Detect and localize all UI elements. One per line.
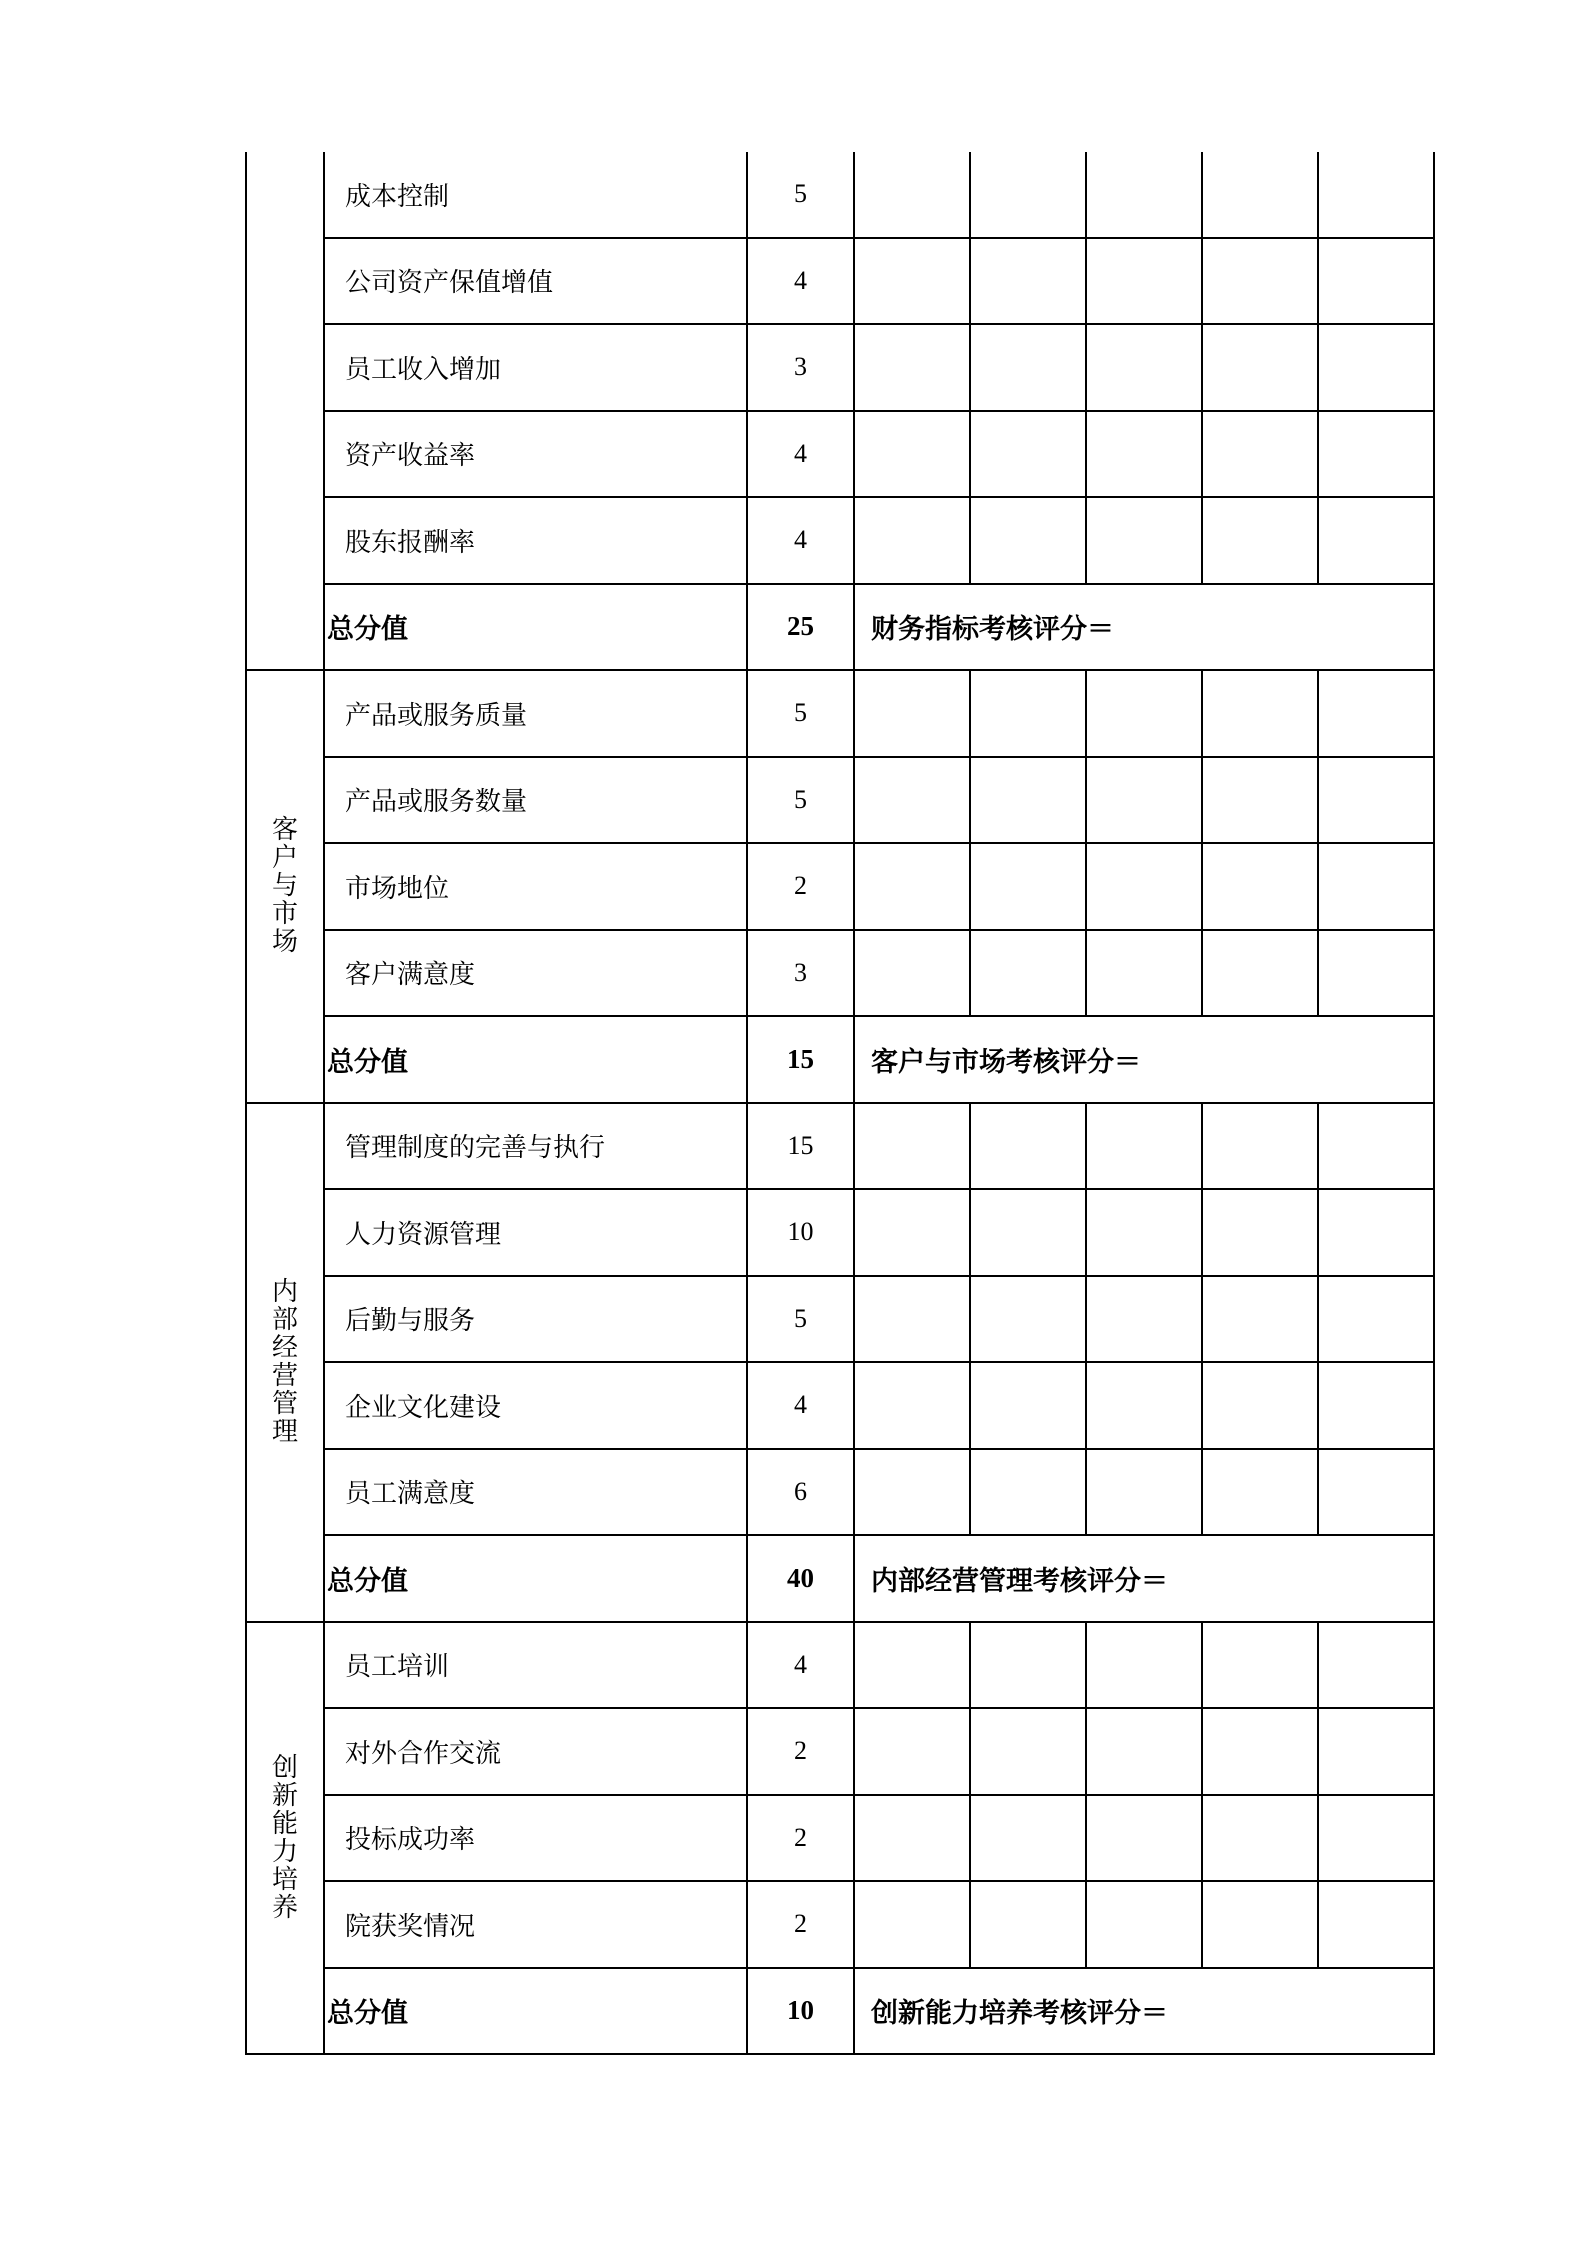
score-entry-cell[interactable] bbox=[1202, 1708, 1318, 1795]
score-entry-cell[interactable] bbox=[1202, 152, 1318, 238]
score-entry-cell[interactable] bbox=[854, 1103, 970, 1190]
score-entry-cell[interactable] bbox=[1086, 1362, 1202, 1449]
score-entry-cell[interactable] bbox=[970, 1189, 1086, 1276]
score-entry-cell[interactable] bbox=[1318, 1189, 1434, 1276]
score-entry-cell[interactable] bbox=[970, 1449, 1086, 1536]
table-row bbox=[246, 1189, 1434, 1276]
score-entry-cell[interactable] bbox=[854, 1362, 970, 1449]
total-row bbox=[246, 1968, 1434, 2055]
table-row bbox=[246, 1276, 1434, 1363]
score-entry-cell[interactable] bbox=[1202, 324, 1318, 411]
table-row bbox=[246, 238, 1434, 325]
score-entry-cell[interactable] bbox=[1318, 1362, 1434, 1449]
score-entry-cell[interactable] bbox=[1202, 1103, 1318, 1190]
item-name: 成本控制 bbox=[324, 152, 747, 238]
score-entry-cell[interactable] bbox=[1202, 1362, 1318, 1449]
score-entry-cell[interactable] bbox=[970, 324, 1086, 411]
table-row bbox=[246, 1622, 1434, 1709]
total-label: 总分值 bbox=[324, 584, 747, 671]
score-entry-cell[interactable] bbox=[1318, 1708, 1434, 1795]
score-entry-cell[interactable] bbox=[1086, 843, 1202, 930]
score-entry-cell[interactable] bbox=[854, 1189, 970, 1276]
score-entry-cell[interactable] bbox=[1202, 1189, 1318, 1276]
score-entry-cell[interactable] bbox=[854, 497, 970, 584]
score-entry-cell[interactable] bbox=[854, 324, 970, 411]
score-entry-cell[interactable] bbox=[970, 843, 1086, 930]
item-name: 市场地位 bbox=[324, 843, 747, 930]
score-entry-cell[interactable] bbox=[1318, 497, 1434, 584]
category-label: 内部经营管理 bbox=[271, 1277, 298, 1447]
table-row bbox=[246, 411, 1434, 498]
score-entry-cell[interactable] bbox=[970, 411, 1086, 498]
assessment-score-table bbox=[245, 152, 1435, 2055]
table-row bbox=[246, 497, 1434, 584]
category-cell bbox=[246, 670, 324, 1103]
score-entry-cell[interactable] bbox=[1086, 930, 1202, 1017]
item-name: 院获奖情况 bbox=[324, 1881, 747, 1968]
score-entry-cell[interactable] bbox=[854, 1881, 970, 1968]
item-score: 5 bbox=[747, 152, 854, 238]
total-row bbox=[246, 1016, 1434, 1103]
item-name: 股东报酬率 bbox=[324, 497, 747, 584]
score-entry-cell[interactable] bbox=[1202, 1795, 1318, 1882]
section-score-summary[interactable]: 客户与市场考核评分＝ bbox=[854, 1016, 1434, 1103]
item-score: 3 bbox=[747, 324, 854, 411]
score-entry-cell[interactable] bbox=[854, 1795, 970, 1882]
table-row bbox=[246, 1708, 1434, 1795]
item-name: 员工培训 bbox=[324, 1622, 747, 1709]
item-name: 客户满意度 bbox=[324, 930, 747, 1017]
score-entry-cell[interactable] bbox=[854, 152, 970, 238]
score-entry-cell[interactable] bbox=[854, 411, 970, 498]
category-cell bbox=[246, 1622, 324, 2055]
score-entry-cell[interactable] bbox=[854, 238, 970, 325]
score-entry-cell[interactable] bbox=[970, 1795, 1086, 1882]
score-entry-cell[interactable] bbox=[1318, 324, 1434, 411]
total-score: 15 bbox=[747, 1016, 854, 1103]
score-entry-cell[interactable] bbox=[1202, 1881, 1318, 1968]
score-entry-cell[interactable] bbox=[1086, 238, 1202, 325]
table-row bbox=[246, 930, 1434, 1017]
score-entry-cell[interactable] bbox=[1318, 1622, 1434, 1709]
score-entry-cell[interactable] bbox=[854, 1449, 970, 1536]
score-entry-cell[interactable] bbox=[1202, 843, 1318, 930]
score-entry-cell[interactable] bbox=[1318, 930, 1434, 1017]
score-entry-cell[interactable] bbox=[970, 1622, 1086, 1709]
score-entry-cell[interactable] bbox=[970, 497, 1086, 584]
table-row bbox=[246, 1795, 1434, 1882]
total-label: 总分值 bbox=[324, 1535, 747, 1622]
score-entry-cell[interactable] bbox=[1318, 1449, 1434, 1536]
category-cell bbox=[246, 1103, 324, 1622]
item-score: 4 bbox=[747, 238, 854, 325]
score-entry-cell[interactable] bbox=[1086, 1449, 1202, 1536]
total-label: 总分值 bbox=[324, 1016, 747, 1103]
item-score: 2 bbox=[747, 1708, 854, 1795]
score-entry-cell[interactable] bbox=[1318, 238, 1434, 325]
category-cell bbox=[246, 152, 324, 670]
item-name: 后勤与服务 bbox=[324, 1276, 747, 1363]
item-name: 资产收益率 bbox=[324, 411, 747, 498]
score-entry-cell[interactable] bbox=[970, 757, 1086, 844]
item-score: 5 bbox=[747, 757, 854, 844]
total-row bbox=[246, 584, 1434, 671]
score-entry-cell[interactable] bbox=[854, 757, 970, 844]
score-entry-cell[interactable] bbox=[854, 1276, 970, 1363]
score-entry-cell[interactable] bbox=[1202, 497, 1318, 584]
item-name: 企业文化建设 bbox=[324, 1362, 747, 1449]
score-entry-cell[interactable] bbox=[1086, 1881, 1202, 1968]
item-score: 6 bbox=[747, 1449, 854, 1536]
score-entry-cell[interactable] bbox=[1318, 152, 1434, 238]
score-entry-cell[interactable] bbox=[1202, 670, 1318, 757]
total-score: 40 bbox=[747, 1535, 854, 1622]
score-entry-cell[interactable] bbox=[970, 1881, 1086, 1968]
score-entry-cell[interactable] bbox=[1202, 411, 1318, 498]
item-name: 管理制度的完善与执行 bbox=[324, 1103, 747, 1190]
score-entry-cell[interactable] bbox=[1202, 1276, 1318, 1363]
score-entry-cell[interactable] bbox=[1202, 1449, 1318, 1536]
score-entry-cell[interactable] bbox=[970, 1103, 1086, 1190]
score-entry-cell[interactable] bbox=[1086, 411, 1202, 498]
score-entry-cell[interactable] bbox=[970, 1708, 1086, 1795]
score-entry-cell[interactable] bbox=[1318, 843, 1434, 930]
item-name: 对外合作交流 bbox=[324, 1708, 747, 1795]
section-score-summary[interactable]: 创新能力培养考核评分＝ bbox=[854, 1968, 1434, 2055]
item-score: 5 bbox=[747, 670, 854, 757]
total-score: 25 bbox=[747, 584, 854, 671]
score-entry-cell[interactable] bbox=[1086, 1708, 1202, 1795]
item-score: 10 bbox=[747, 1189, 854, 1276]
score-entry-cell[interactable] bbox=[1086, 1622, 1202, 1709]
item-score: 2 bbox=[747, 1795, 854, 1882]
total-row bbox=[246, 1535, 1434, 1622]
table-row bbox=[246, 670, 1434, 757]
score-entry-cell[interactable] bbox=[1086, 1189, 1202, 1276]
score-entry-cell[interactable] bbox=[1086, 152, 1202, 238]
score-entry-cell[interactable] bbox=[1202, 930, 1318, 1017]
score-entry-cell[interactable] bbox=[970, 238, 1086, 325]
score-entry-cell[interactable] bbox=[1086, 670, 1202, 757]
score-entry-cell[interactable] bbox=[1318, 670, 1434, 757]
score-entry-cell[interactable] bbox=[854, 843, 970, 930]
section-score-summary[interactable]: 财务指标考核评分＝ bbox=[854, 584, 1434, 671]
score-entry-cell[interactable] bbox=[1318, 1795, 1434, 1882]
score-entry-cell[interactable] bbox=[854, 670, 970, 757]
score-entry-cell[interactable] bbox=[970, 670, 1086, 757]
score-entry-cell[interactable] bbox=[970, 930, 1086, 1017]
item-score: 4 bbox=[747, 1362, 854, 1449]
table-row bbox=[246, 757, 1434, 844]
score-entry-cell[interactable] bbox=[1318, 1103, 1434, 1190]
score-entry-cell[interactable] bbox=[1318, 757, 1434, 844]
item-score: 4 bbox=[747, 411, 854, 498]
item-name: 员工满意度 bbox=[324, 1449, 747, 1536]
score-entry-cell[interactable] bbox=[854, 1622, 970, 1709]
score-entry-cell[interactable] bbox=[1318, 1881, 1434, 1968]
table-row bbox=[246, 152, 1434, 238]
item-name: 人力资源管理 bbox=[324, 1189, 747, 1276]
item-name: 产品或服务质量 bbox=[324, 670, 747, 757]
score-entry-cell[interactable] bbox=[854, 930, 970, 1017]
score-entry-cell[interactable] bbox=[854, 1708, 970, 1795]
item-name: 投标成功率 bbox=[324, 1795, 747, 1882]
score-entry-cell[interactable] bbox=[1086, 324, 1202, 411]
total-label: 总分值 bbox=[324, 1968, 747, 2055]
score-entry-cell[interactable] bbox=[1202, 1622, 1318, 1709]
section-score-summary[interactable]: 内部经营管理考核评分＝ bbox=[854, 1535, 1434, 1622]
total-score: 10 bbox=[747, 1968, 854, 2055]
table-row bbox=[246, 843, 1434, 930]
category-label: 客户与市场 bbox=[271, 815, 298, 958]
item-name: 产品或服务数量 bbox=[324, 757, 747, 844]
item-score: 2 bbox=[747, 843, 854, 930]
score-entry-cell[interactable] bbox=[1086, 1276, 1202, 1363]
table-row bbox=[246, 1362, 1434, 1449]
score-entry-cell[interactable] bbox=[1202, 238, 1318, 325]
score-entry-cell[interactable] bbox=[1086, 1103, 1202, 1190]
score-entry-cell[interactable] bbox=[1086, 1795, 1202, 1882]
item-score: 5 bbox=[747, 1276, 854, 1363]
score-entry-cell[interactable] bbox=[1318, 411, 1434, 498]
table-row bbox=[246, 1449, 1434, 1536]
table-row bbox=[246, 1103, 1434, 1190]
score-entry-cell[interactable] bbox=[1202, 757, 1318, 844]
score-entry-cell[interactable] bbox=[1318, 1276, 1434, 1363]
item-score: 15 bbox=[747, 1103, 854, 1190]
score-entry-cell[interactable] bbox=[970, 152, 1086, 238]
item-name: 公司资产保值增值 bbox=[324, 238, 747, 325]
item-score: 4 bbox=[747, 497, 854, 584]
item-score: 4 bbox=[747, 1622, 854, 1709]
table-row bbox=[246, 1881, 1434, 1968]
score-entry-cell[interactable] bbox=[1086, 757, 1202, 844]
item-score: 3 bbox=[747, 930, 854, 1017]
score-entry-cell[interactable] bbox=[1086, 497, 1202, 584]
score-entry-cell[interactable] bbox=[970, 1362, 1086, 1449]
score-entry-cell[interactable] bbox=[970, 1276, 1086, 1363]
category-label: 创新能力培养 bbox=[271, 1752, 298, 1923]
table-row bbox=[246, 324, 1434, 411]
item-score: 2 bbox=[747, 1881, 854, 1968]
item-name: 员工收入增加 bbox=[324, 324, 747, 411]
